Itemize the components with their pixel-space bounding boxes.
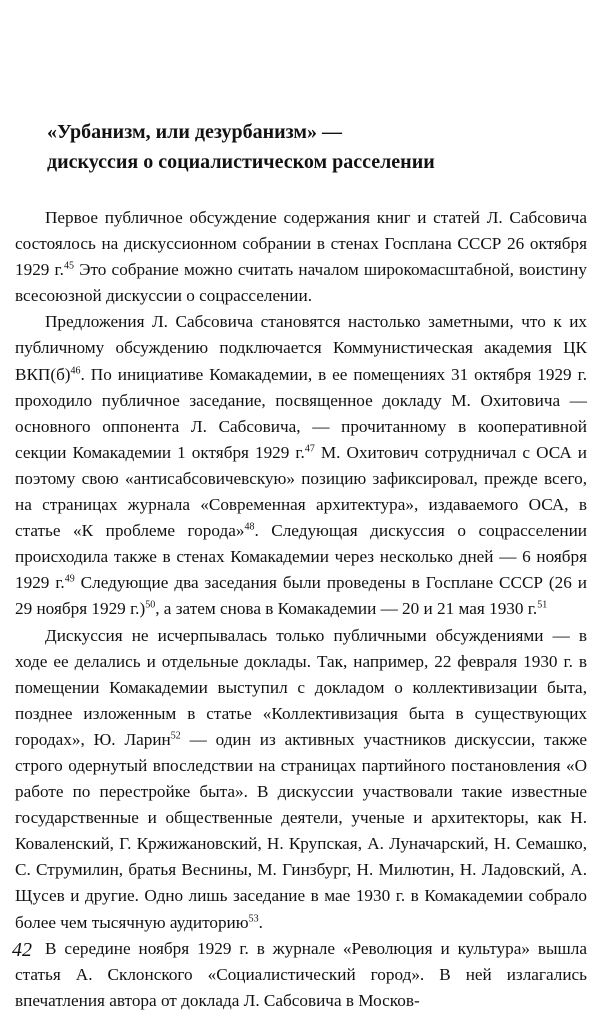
paragraph-text: — один из активных участников дискуссии, также строго одернутый впоследствии на страницах партийного постановления «О работе по перестройке быта». В дискуссии участвовали такие известные государственные и общественные деятели, ученые и архитекторы, как Н. Коваленский, Г. Кржижановский, Н. Крупская, А. Луначарский, Н. Семашко, С. Струмилин, братья Веснины, М. Гинзбург, Н. Милютин, Н. Ладовский, А. Щусев и другие. Одно лишь заседание в мае 1930 г. в Комакадемии собрало более чем тысячную аудиторию bbox=[15, 729, 587, 932]
paragraph-1 bbox=[15, 205, 587, 309]
paragraph-text: Это собрание можно считать началом широкомасштабной, воистину всесоюзной дискуссии о соцрасселении. bbox=[15, 260, 587, 306]
paragraph-text: Следующие два заседания были проведены в Госплане СССР (26 и 29 ноября 1929 г.) bbox=[15, 573, 587, 619]
chapter-heading bbox=[47, 117, 567, 177]
paragraph-text: Дискуссия не исчерпывалась только публичными обсуждениями — в ходе ее делались и отдельные доклады. Так, например, 22 февраля 1930 г. в помещении Комакадемии выступил с докладом о коллективизации быта, позднее изложенным в статье «Коллективизация быта в существующих городах», Ю. Ларин bbox=[15, 625, 587, 749]
paragraph-3 bbox=[15, 623, 587, 936]
footnote-ref: 51 bbox=[537, 599, 548, 611]
paragraph-text: . bbox=[258, 912, 263, 932]
paragraph-text: М. Охитович сотрудничал с ОСА и поэтому свою «антисабсовичевскую» позицию зафиксировал, прежде всего, на страницах журнала «Современная архитектура», издаваемого ОСА, в статье «К проблеме города» bbox=[15, 442, 587, 541]
paragraph-text: В середине ноября 1929 г. в журнале «Революция и культура» вышла статья А. Склонского «Социалистический город». В ней излагались впечатления автора от доклада Л. Сабсовича в Москов- bbox=[15, 938, 587, 1010]
paragraph-text: , а затем снова в Комакадемии — 20 и 21 мая 1930 г. bbox=[155, 599, 538, 619]
heading-line-1: «Урбанизм, или дезурбанизм» — bbox=[47, 121, 343, 143]
footnote-ref: 45 bbox=[63, 260, 74, 272]
footnote-ref: 48 bbox=[244, 521, 255, 533]
footnote-ref: 50 bbox=[145, 599, 156, 611]
footnote-ref: 49 bbox=[64, 573, 75, 585]
heading-line-2: дискуссия о социалистическом расселении bbox=[47, 151, 435, 173]
footnote-ref: 52 bbox=[170, 730, 181, 742]
paragraph-text: . По инициативе Комакадемии, в ее помещениях 31 октября 1929 г. проходило публичное заседание, посвященное докладу М. Охитовича — основного оппонента Л. Сабсовича, — прочитанному в кооперативной секции Комакадемии 1 октября 1929 г. bbox=[15, 364, 587, 462]
footnote-ref: 47 bbox=[304, 443, 315, 455]
paragraph-2 bbox=[15, 309, 587, 622]
footnote-ref: 53 bbox=[248, 912, 259, 924]
footnote-ref: 46 bbox=[70, 364, 81, 376]
body-text bbox=[15, 205, 587, 1014]
paragraph-text: Первое публичное обсуждение содержания книг и статей Л. Сабсовича состоялось на дискуссионном собрании в стенах Госплана СССР 26 октября 1929 г. bbox=[15, 208, 587, 280]
paragraph-text: Предложения Л. Сабсовича становятся настолько заметными, что к их публичному обсуждению подключается Коммунистическая академия ЦК ВКП(б) bbox=[15, 312, 587, 384]
page-number: 42 bbox=[12, 939, 32, 961]
paragraph-text: . Следующая дискуссия о соцрасселении происходила также в стенах Комакадемии через несколько дней — 6 ноября 1929 г. bbox=[15, 521, 587, 593]
